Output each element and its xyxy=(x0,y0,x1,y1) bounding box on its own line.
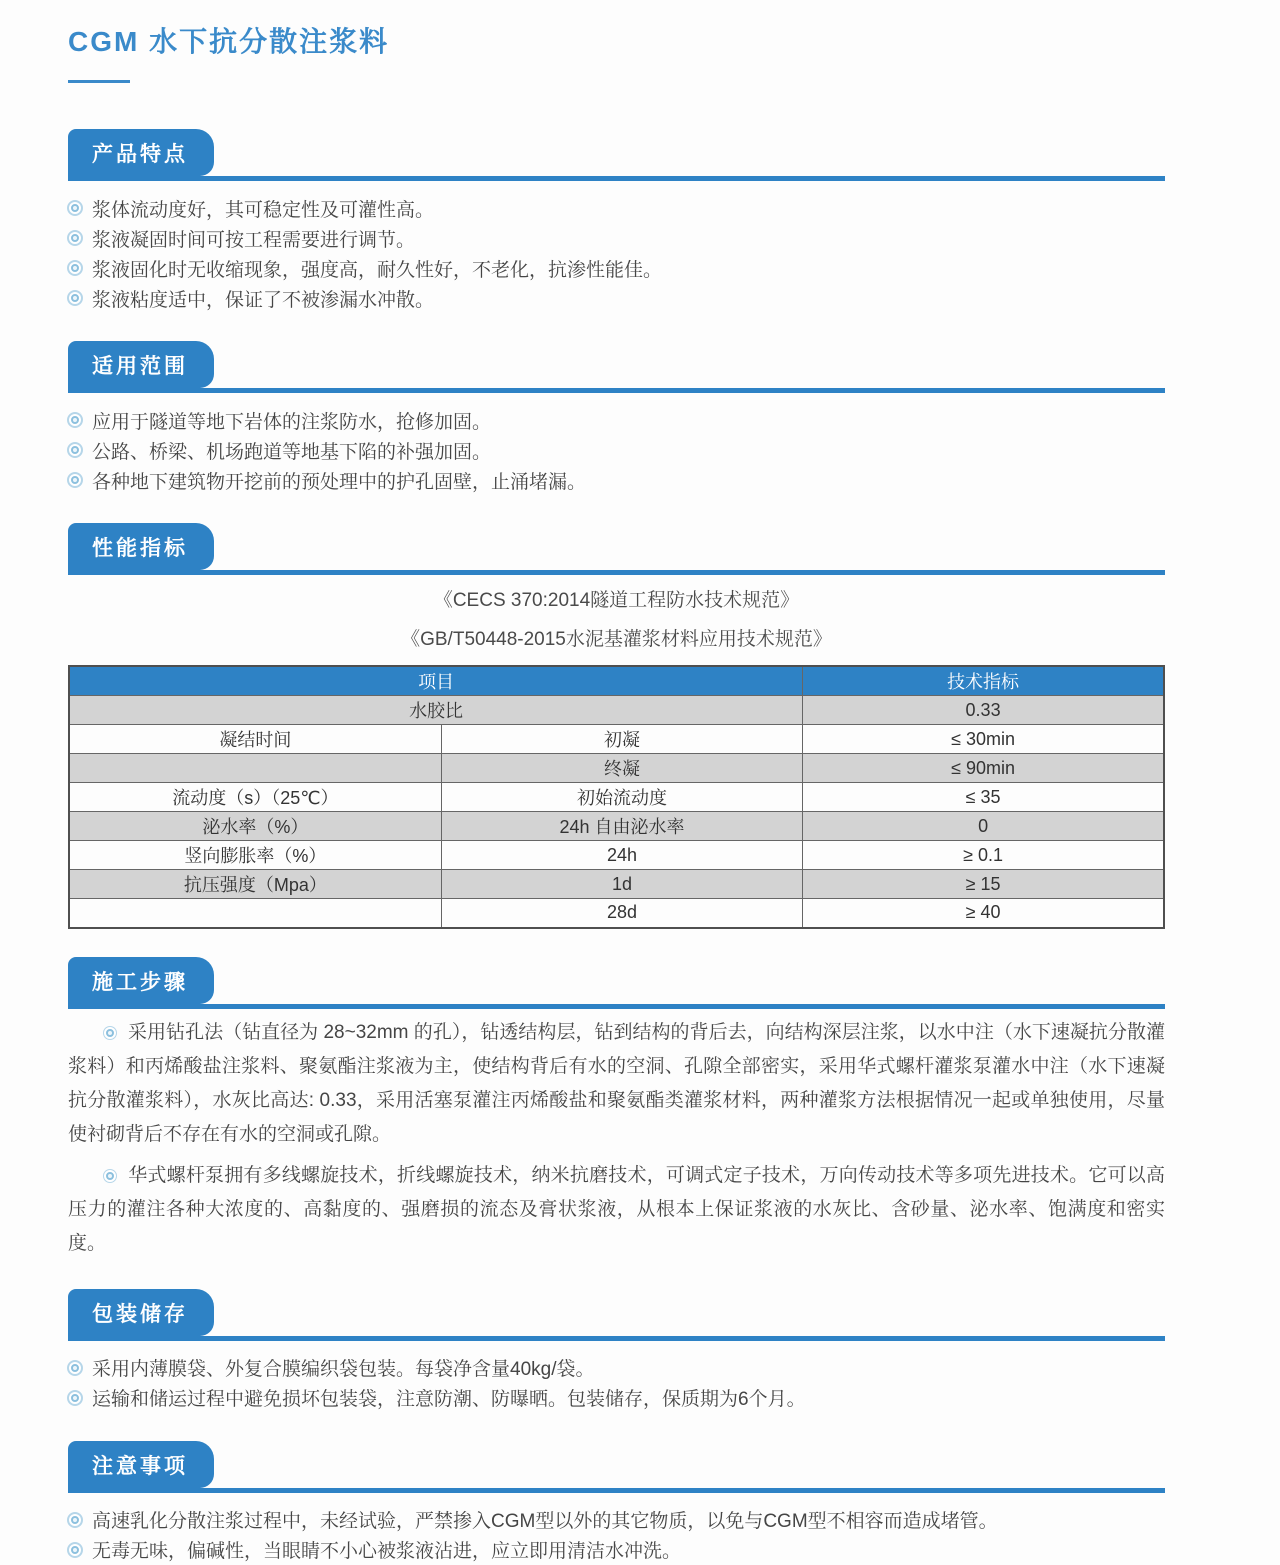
section-features xyxy=(68,129,1165,313)
table-cell: ≤ 90min xyxy=(803,754,1164,783)
ring-bullet-icon xyxy=(71,1394,79,1402)
table-cell xyxy=(69,899,441,928)
table-cell xyxy=(69,754,441,783)
table-cell: ≤ 30min xyxy=(803,725,1164,754)
list-item xyxy=(68,405,1165,435)
list-item-text: 浆液固化时无收缩现象，强度高，耐久性好，不老化，抗渗性能佳。 xyxy=(92,259,663,281)
table-cell: 抗压强度（Mpa） xyxy=(69,870,441,899)
section-badge-notes: 注意事项 xyxy=(68,1441,214,1488)
section-badge-packaging: 包装储存 xyxy=(68,1289,214,1336)
list-item xyxy=(68,253,1165,283)
ring-bullet-icon xyxy=(71,446,79,454)
standards-references xyxy=(68,587,1165,653)
list-item xyxy=(68,223,1165,253)
notes-list xyxy=(68,1505,1165,1565)
list-item xyxy=(68,1505,1165,1535)
section-scope xyxy=(68,341,1165,495)
table-header-cell: 项目 xyxy=(69,666,803,696)
steps-paragraphs xyxy=(68,1016,1165,1261)
table-cell: 24h 自由泌水率 xyxy=(441,812,802,841)
section-header-performance xyxy=(68,523,1165,575)
features-list xyxy=(68,193,1165,313)
section-header-scope xyxy=(68,341,1165,393)
list-item-text: 高速乳化分散注浆过程中，未经试验，严禁掺入CGM型以外的其它物质，以免与CGM型不相容而造成堵管。 xyxy=(92,1511,998,1532)
section-header-steps xyxy=(68,957,1165,1009)
standard-reference: 《CECS 370:2014隧道工程防水技术规范》 xyxy=(433,590,800,611)
list-item xyxy=(68,1535,1165,1565)
scope-list xyxy=(68,405,1165,495)
section-packaging xyxy=(68,1289,1165,1413)
table-row xyxy=(69,812,1164,841)
step-paragraph xyxy=(68,1159,1165,1261)
table-cell: 0.33 xyxy=(803,696,1164,725)
list-item-text: 采用内薄膜袋、外复合膜编织袋包装。每袋净含量40kg/袋。 xyxy=(92,1359,595,1380)
table-cell: ≤ 35 xyxy=(803,783,1164,812)
section-notes xyxy=(68,1441,1165,1565)
list-item-text: 无毒无味，偏碱性，当眼睛不小心被浆液沾进，应立即用清洁水冲洗。 xyxy=(92,1541,682,1562)
table-cell: 0 xyxy=(803,812,1164,841)
step-paragraph-text: 华式螺杆泵拥有多线螺旋技术，折线螺旋技术，纳米抗磨技术，可调式定子技术，万向传动技术等多项先进技术。它可以高压力的灌注各种大浓度的、高黏度的、强磨损的流态及膏状浆液，从根本上保证浆液的水灰比、含砂量、泌水率、饱满度和密实度。 xyxy=(68,1164,1165,1254)
table-row xyxy=(69,725,1164,754)
page-title: CGM 水下抗分散注浆料 xyxy=(68,26,390,57)
table-row xyxy=(69,783,1164,812)
ring-bullet-icon xyxy=(71,416,79,424)
table-cell: 终凝 xyxy=(441,754,802,783)
list-item xyxy=(68,193,1165,223)
table-cell: 流动度（s）（25℃） xyxy=(69,783,441,812)
list-item-text: 公路、桥梁、机场跑道等地基下陷的补强加固。 xyxy=(92,441,492,463)
ring-bullet-icon xyxy=(106,1172,114,1180)
list-item xyxy=(68,1353,1165,1383)
ring-bullet-icon xyxy=(71,476,79,484)
list-item-text: 运输和储运过程中避免损坏包装袋，注意防潮、防曝晒。包装储存，保质期为6个月。 xyxy=(92,1389,806,1410)
ring-bullet-icon xyxy=(71,1516,79,1524)
table-cell: 水胶比 xyxy=(69,696,803,725)
table-cell: 28d xyxy=(441,899,802,928)
list-item-text: 应用于隧道等地下岩体的注浆防水，抢修加固。 xyxy=(92,411,492,433)
step-paragraph xyxy=(68,1016,1165,1152)
table-cell: 初凝 xyxy=(441,725,802,754)
table-cell: 初始流动度 xyxy=(441,783,802,812)
table-header-row xyxy=(69,666,1164,696)
table-cell: 24h xyxy=(441,841,802,870)
table-row xyxy=(69,754,1164,783)
table-row xyxy=(69,696,1164,725)
list-item-text: 浆体流动度好，其可稳定性及可灌性高。 xyxy=(92,199,435,221)
section-badge-steps: 施工步骤 xyxy=(68,957,214,1004)
list-item-text: 浆液凝固时间可按工程需要进行调节。 xyxy=(92,229,416,251)
ring-bullet-icon xyxy=(71,1546,79,1554)
step-paragraph-text: 采用钻孔法（钻直径为 28~32mm 的孔），钻透结构层，钻到结构的背后去，向结构深层注浆，以水中注（水下速凝抗分散灌浆料）和丙烯酸盐注浆料、聚氨酯注浆液为主，使结构背后有水的空洞、孔隙全部密实，采用华式螺杆灌浆泵灌水中注（水下速凝抗分散灌浆料），水灰比高达: 0.33，采用活塞泵灌注丙烯酸盐和聚氨酯类灌浆材料，两种灌浆方法根据情况一起或单独使用，尽量使衬砌背后不存在有水的空洞或孔隙。 xyxy=(68,1021,1165,1145)
section-header-packaging xyxy=(68,1289,1165,1341)
table-row xyxy=(69,870,1164,899)
table-cell: 1d xyxy=(441,870,802,899)
section-header-features xyxy=(68,129,1165,181)
title-underline xyxy=(68,80,130,83)
table-cell: ≥ 40 xyxy=(803,899,1164,928)
section-performance xyxy=(68,523,1165,929)
ring-bullet-icon xyxy=(106,1029,114,1037)
list-item xyxy=(68,435,1165,465)
list-item-text: 各种地下建筑物开挖前的预处理中的护孔固壁，止涌堵漏。 xyxy=(92,471,587,493)
table-cell: 凝结时间 xyxy=(69,725,441,754)
ring-bullet-icon xyxy=(71,294,79,302)
ring-bullet-icon xyxy=(71,264,79,272)
performance-table xyxy=(68,665,1165,929)
table-cell: ≥ 15 xyxy=(803,870,1164,899)
section-badge-features: 产品特点 xyxy=(68,129,214,176)
table-cell: 竖向膨胀率（%） xyxy=(69,841,441,870)
ring-bullet-icon xyxy=(71,234,79,242)
table-row xyxy=(69,899,1164,928)
ring-bullet-icon xyxy=(71,1364,79,1372)
list-item xyxy=(68,283,1165,313)
section-badge-performance: 性能指标 xyxy=(68,523,214,570)
table-row xyxy=(69,841,1164,870)
list-item xyxy=(68,1383,1165,1413)
standard-reference: 《GB/T50448-2015水泥基灌浆材料应用技术规范》 xyxy=(401,629,832,650)
table-cell: ≥ 0.1 xyxy=(803,841,1164,870)
section-badge-scope: 适用范围 xyxy=(68,341,214,388)
list-item-text: 浆液粘度适中，保证了不被渗漏水冲散。 xyxy=(92,289,435,311)
table-header-cell: 技术指标 xyxy=(803,666,1164,696)
section-header-notes xyxy=(68,1441,1165,1493)
list-item xyxy=(68,465,1165,495)
table-cell: 泌水率（%） xyxy=(69,812,441,841)
ring-bullet-icon xyxy=(71,204,79,212)
section-steps xyxy=(68,957,1165,1261)
